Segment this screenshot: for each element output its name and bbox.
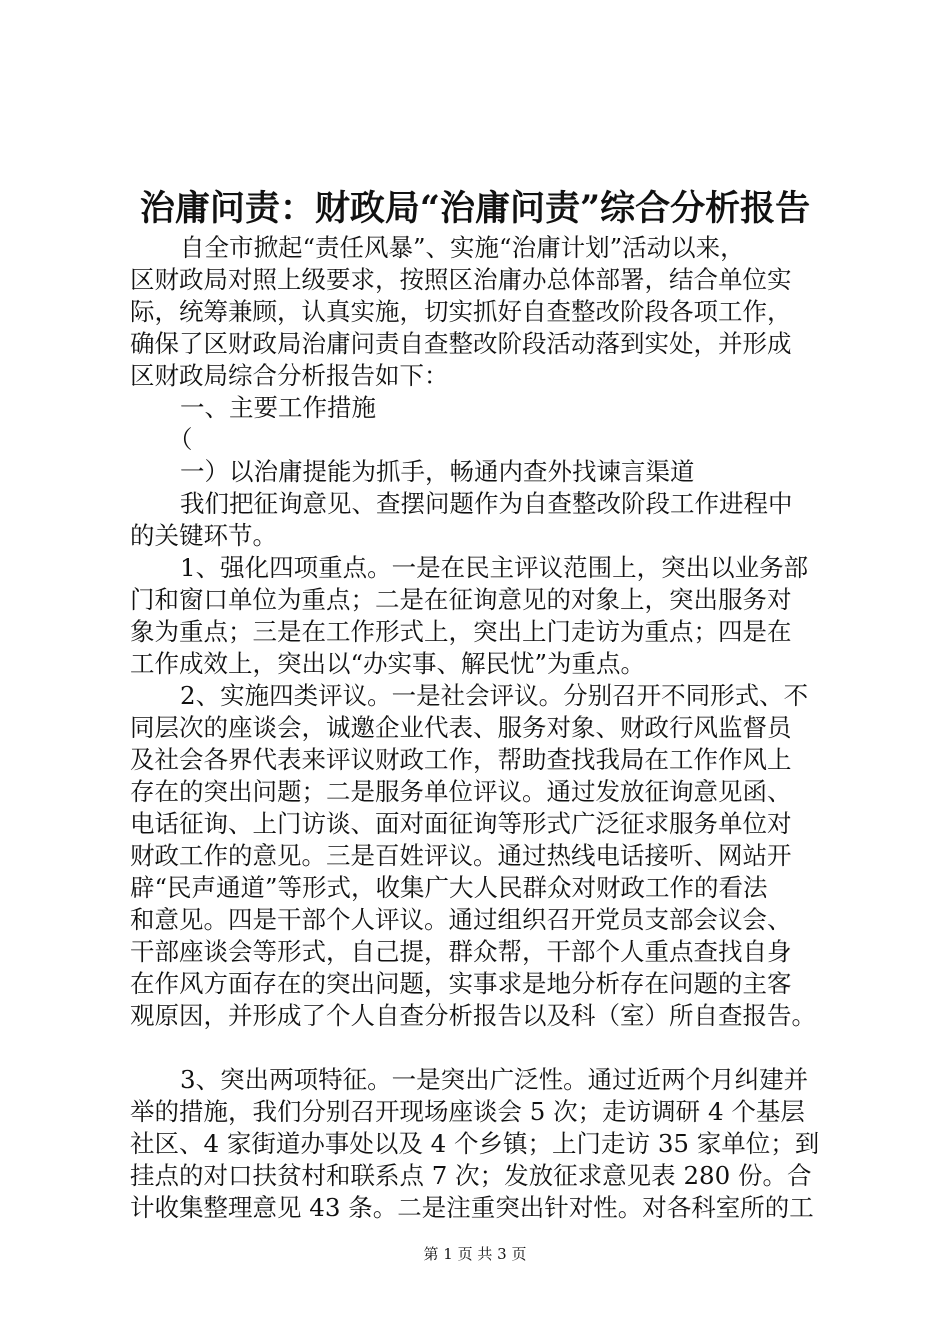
- subsection-heading: 一）以治庸提能为抓手，畅通内查外找谏言渠道: [180, 457, 695, 486]
- paragraph-line: 门和窗口单位为重点；二是在征询意见的对象上，突出服务对: [130, 585, 792, 614]
- paragraph-line: 际，统筹兼顾，认真实施，切实抓好自查整改阶段各项工作，: [130, 297, 792, 326]
- paragraph-line: 在作风方面存在的突出问题，实事求是地分析存在问题的主客: [130, 969, 792, 998]
- paragraph-line: 2、实施四类评议。一是社会评议。分别召开不同形式、不: [180, 681, 809, 710]
- paragraph-line: 区财政局对照上级要求，按照区治庸办总体部署，结合单位实: [130, 265, 792, 294]
- paragraph-line: 和意见。四是干部个人评议。通过组织召开党员支部会议会、: [130, 905, 792, 934]
- paragraph-line: 干部座谈会等形式，自己提，群众帮，干部个人重点查找自身: [130, 937, 792, 966]
- paragraph-line: 财政工作的意见。三是百姓评议。通过热线电话接听、网站开: [130, 841, 792, 870]
- paragraph-line: 同层次的座谈会，诚邀企业代表、服务对象、财政行风监督员: [130, 713, 792, 742]
- paragraph-line: 辟“民声通道”等形式，收集广大人民群众对财政工作的看法: [130, 873, 768, 902]
- paragraph-line: 确保了区财政局治庸问责自查整改阶段活动落到实处，并形成: [130, 329, 792, 358]
- paragraph-line: 挂点的对口扶贫村和联系点 7 次；发放征求意见表 280 份。合: [130, 1161, 812, 1190]
- document-title: 治庸问责：财政局“治庸问责”综合分析报告: [139, 188, 811, 229]
- section-heading: 一、主要工作措施: [180, 393, 376, 422]
- paragraph-line: 的关键环节。: [130, 521, 277, 550]
- paragraph-line: 象为重点；三是在工作形式上，突出上门走访为重点；四是在: [130, 617, 792, 646]
- paragraph-line: 工作成效上，突出以“办实事、解民忧”为重点。: [130, 649, 646, 678]
- paragraph-line: 观原因，并形成了个人自查分析报告以及科（室）所自查报告。: [130, 1001, 816, 1030]
- paragraph-line: 自全市掀起“责任风暴”、实施“治庸计划”活动以来，: [180, 233, 745, 262]
- paragraph-line: 存在的突出问题；二是服务单位评议。通过发放征询意见函、: [130, 777, 792, 806]
- paragraph-line: 及社会各界代表来评议财政工作，帮助查找我局在工作作风上: [130, 745, 792, 774]
- paragraph-line: （: [168, 425, 193, 454]
- paragraph-line: 我们把征询意见、查摆问题作为自查整改阶段工作进程中: [180, 489, 793, 518]
- paragraph-line: 社区、4 家街道办事处以及 4 个乡镇；上门走访 35 家单位；到: [130, 1129, 820, 1158]
- paragraph-line: 1、强化四项重点。一是在民主评议范围上，突出以业务部: [180, 553, 809, 582]
- paragraph-line: 3、突出两项特征。一是突出广泛性。通过近两个月纠建并: [180, 1065, 809, 1094]
- paragraph-line: 电话征询、上门访谈、面对面征询等形式广泛征求服务单位对: [130, 809, 792, 838]
- paragraph-line: 区财政局综合分析报告如下：: [130, 361, 449, 390]
- paragraph-line: 计收集整理意见 43 条。二是注重突出针对性。对各科室所的工: [130, 1193, 814, 1222]
- page-footer: 第 1 页 共 3 页: [423, 1245, 527, 1263]
- paragraph-line: 举的措施，我们分别召开现场座谈会 5 次；走访调研 4 个基层: [130, 1097, 805, 1126]
